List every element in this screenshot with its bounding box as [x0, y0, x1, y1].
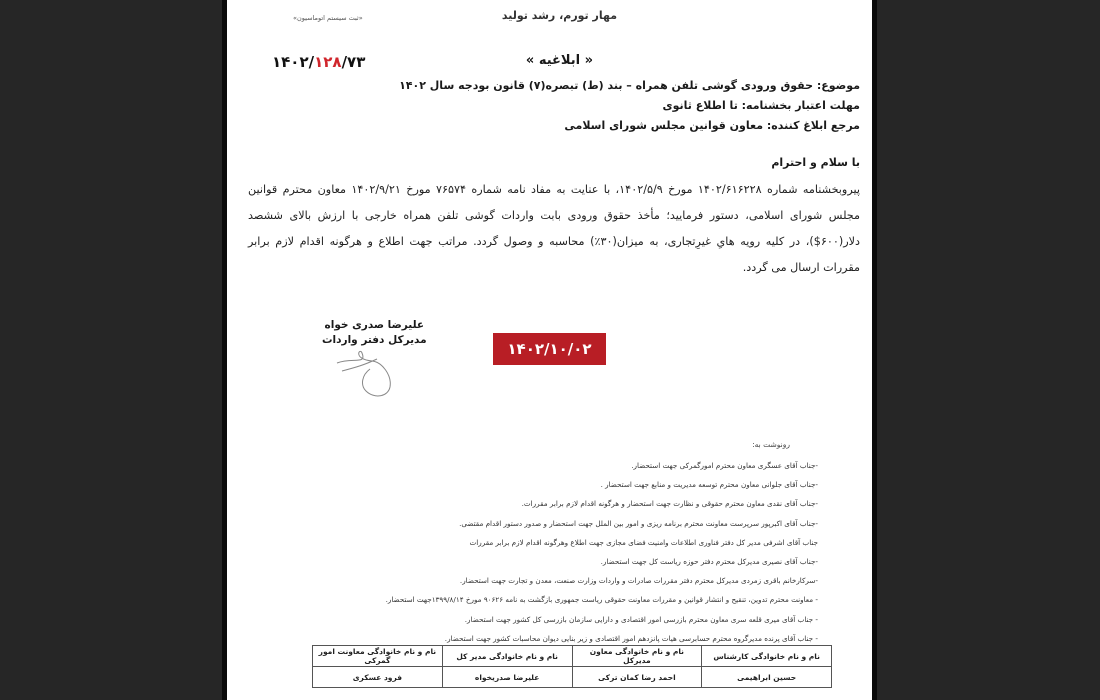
table-cell: علیرضا صدریخواه — [442, 667, 572, 688]
date-stamp: ۱۴۰۲/۱۰/۰۲ — [493, 333, 606, 365]
slogan: مهار تورم، رشد تولید — [501, 9, 618, 22]
signer-position: مدیرکل دفتر واردات — [322, 334, 427, 346]
issuing-authority-line: مرجع ابلاغ کننده: معاون قوانین مجلس شورای اسلامی — [564, 119, 860, 132]
body-paragraph: پیروبخشنامه شماره ۱۴۰۲/۶۱۶۲۲۸ مورخ ۱۴۰۲/۵/۹، با عنایت به مفاد نامه شماره ۷۶۵۷۴ مورخ ۱۴۰۲/۹/۲۱ معاون محترم قوانین مجلس شورای اسلامی، دستور فرمایید؛ مأخذ حقوق ورودی بابت واردات گوشی تلفن همراه خارجی با ارزش بالای ششصد دلار(۶۰۰$)، در کلیه رویه هایِ غیرِتجاری، به میزان(۳۰٪) محاسبه و وصول گردد. مراتب جهت اطلاع و هرگونه اقدام لازم برابر مقررات ارسال می گردد. — [248, 183, 860, 274]
signer-block — [322, 318, 427, 348]
table-cell: احمد رضا کمان ترکی — [572, 667, 702, 688]
table-header-cell: نام و نام خانوادگی مدیر کل — [442, 646, 572, 667]
reference-number — [272, 53, 365, 71]
cc-item: - معاونت محترم تدوین، تنقیح و انتشار قوانین و مقررات معاونت حقوقی ریاست جمهوری بازگشت به نامه ۹۰۶۲۶ مورخ ۱۳۹۹/۸/۱۴جهت استحضار. — [385, 595, 818, 605]
cc-item: -جناب آقای عسگری معاون محترم امورگمرکی جهت استحضار. — [631, 461, 818, 470]
ref-suffix: /۷۳ — [341, 53, 366, 71]
system-note: «ثبت سیستم اتوماسیون» — [293, 14, 363, 22]
table-cell: فرود عسکری — [313, 667, 443, 688]
signature-table — [312, 645, 832, 688]
greeting: با سلام و احترام — [771, 156, 860, 169]
table-header-cell: نام و نام خانوادگی معاونت امور گمرکی — [313, 646, 443, 667]
table-header-row — [313, 646, 832, 667]
cc-item: -جناب آقای جلوانی معاون محترم توسعه مدیریت و منابع جهت استحضار . — [600, 480, 818, 490]
cc-item: -سرکارخانم باقری زمردی مدیرکل محترم دفتر مقررات صادرات و واردات وزارت صنعت، معدن و تجارت جهت استحضار. — [459, 576, 818, 586]
table-header-cell: نام و نام خانوادگی کارشناس — [702, 646, 832, 667]
cc-list — [386, 456, 818, 648]
ref-highlight: ۱۲۸ — [314, 53, 342, 71]
signature-icon — [322, 345, 432, 400]
cc-item: - جناب آقای میری قلعه سری معاون محترم بازرسی امور اقتصادی و دارایی سازمان بازرسی کل کشور جهت استحضار. — [464, 614, 818, 624]
document-page — [227, 0, 872, 700]
cc-item: -جناب آقای نقدی معاون محترم حقوقی و نظارت جهت استحضار و هرگونه اقدام لازم برابر مقررات. — [521, 499, 818, 509]
table-header-cell: نام و نام خانوادگی معاون مدیرکل — [572, 646, 702, 667]
cc-item: -جناب آقای اکبرپور سرپرست معاونت محترم برنامه ریزی و امور بین الملل جهت استحضار و صدور دستور اقدام مقتضی. — [459, 518, 818, 528]
ref-prefix: ۱۴۰۲/ — [272, 53, 315, 71]
cc-item: - جناب آقای پرنده مدیرگروه محترم حسابرسی هیات پانزدهم امور اقتصادی و زیر بنایی دیوان محاسبات کشور جهت استحضار. — [444, 633, 818, 643]
validity-line: مهلت اعتبار بخشنامه: تا اطلاع ثانوی — [662, 99, 860, 112]
table-cell: حسین ابراهیمی — [702, 667, 832, 688]
cc-item: -جناب آقای نصیری مدیرکل محترم دفتر حوزه ریاست کل جهت استحضار. — [600, 557, 818, 567]
signer-name: علیرضا صدری خواه — [324, 319, 425, 331]
table-row — [313, 667, 832, 688]
cc-item: جناب آقای اشرفی مدیر کل دفتر فناوری اطلاعات وامنیت فضای مجازی جهت اطلاع وهرگونه اقدام لازم برابر مقررات — [469, 537, 818, 547]
subject-line: موضوع: حقوق ورودی گوشی تلفن همراه – بند (ط) تبصره(۷) قانون بودجه سال ۱۴۰۲ — [399, 79, 860, 92]
document-title: « ابلاغیه » — [525, 53, 594, 68]
cc-title: رونوشت به: — [752, 440, 790, 449]
